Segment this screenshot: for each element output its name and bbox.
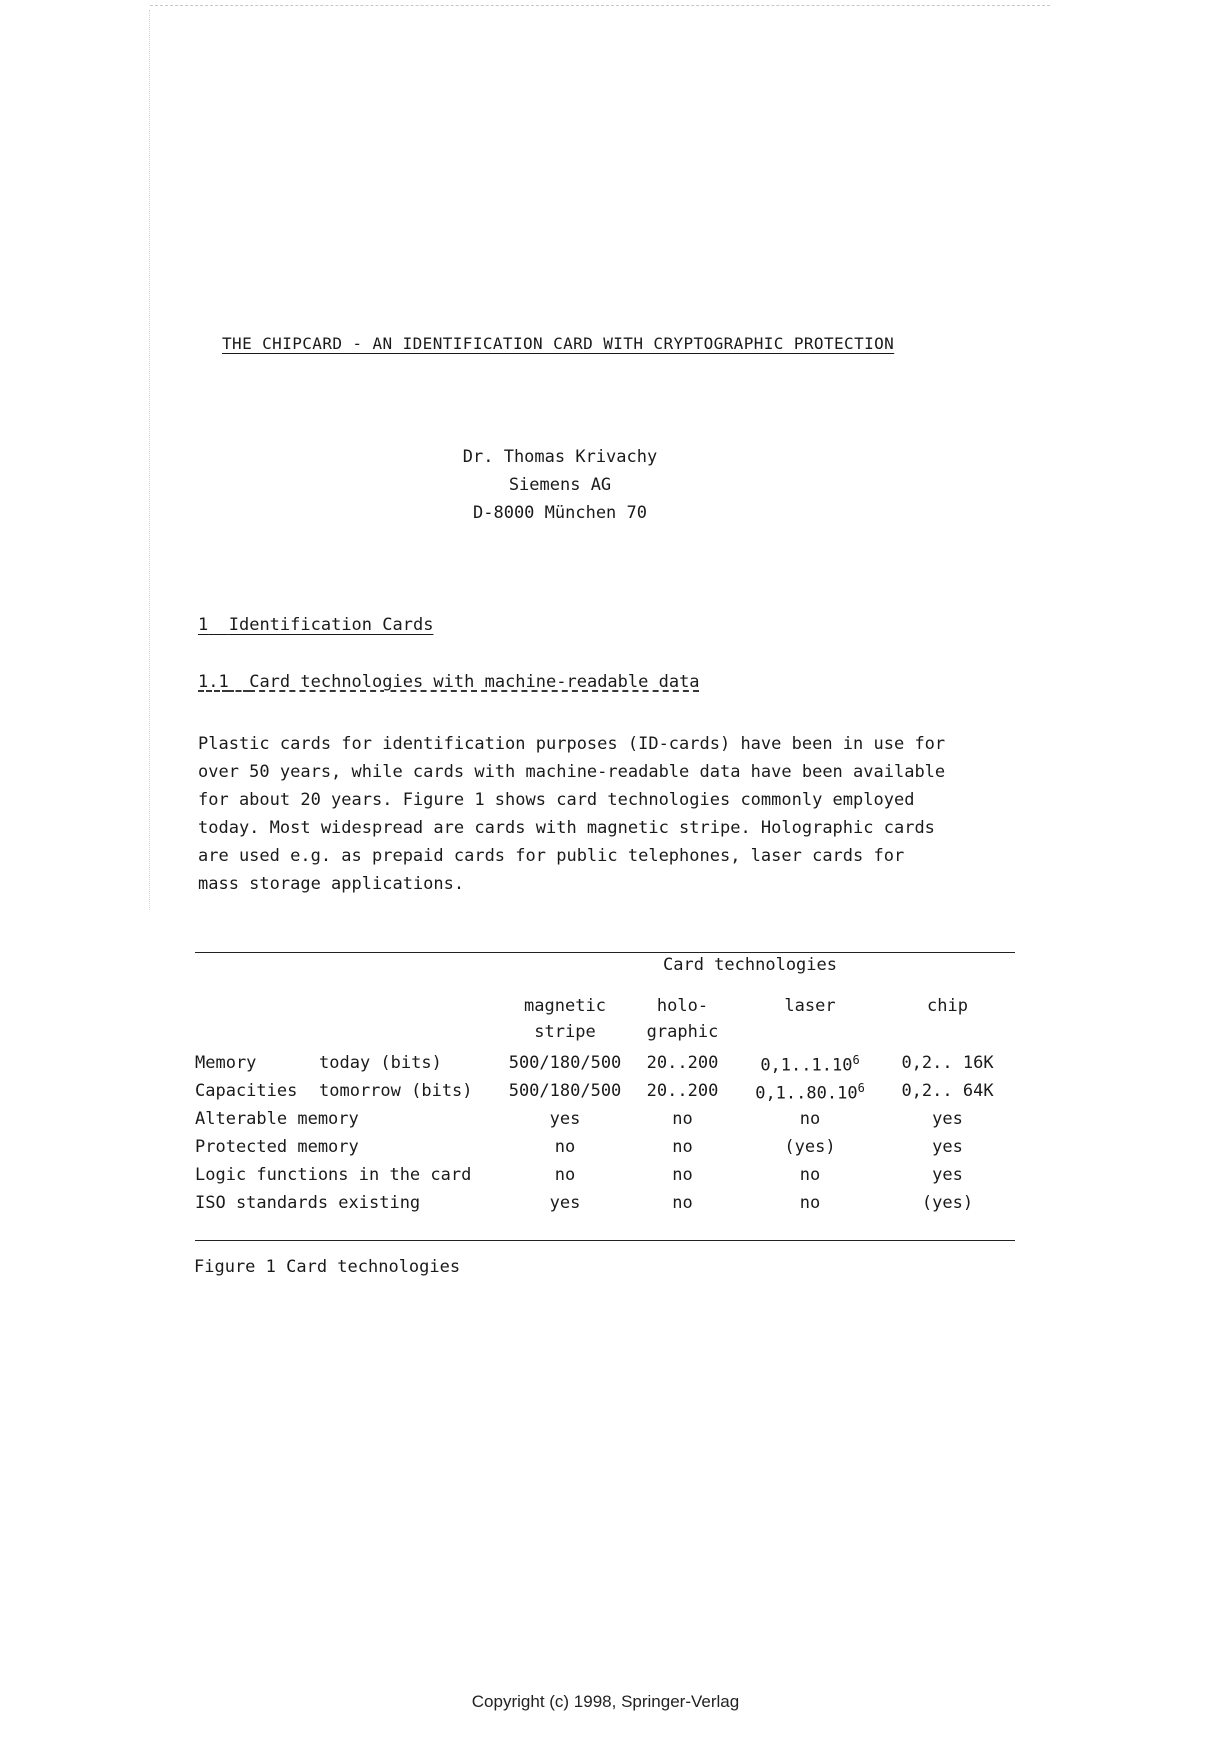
table-row: Logic functions in the card no no no yes (195, 1165, 963, 1185)
table-row: Memory today (bits) 500/180/500 20..200 0,1..1.10$^6$ 0,2.. 16K (195, 1053, 994, 1076)
author-address: D-8000 München 70 (473, 503, 647, 523)
author-name: Dr. Thomas Krivachy (462, 447, 658, 467)
copyright-footer: Copyright (c) 1998, Springer-Verlag (471, 1692, 740, 1711)
table-bottom-rule (195, 1240, 1015, 1241)
table-row: Capacities tomorrow (bits) 500/180/500 20..200 0,1..80.10$^6$ 0,2.. 64K (195, 1081, 994, 1104)
scan-edge-top (150, 5, 1050, 6)
table-group-header: Card technologies (663, 955, 837, 975)
column-header: chip (927, 996, 968, 1016)
table-row: Alterable memory yes no no yes (195, 1109, 963, 1129)
column-header: magnetic stripe (524, 996, 606, 1042)
card-technologies-table (195, 955, 1005, 1221)
body-paragraph: Plastic cards for identification purposes (ID-cards) have been in use for over 50 years, while cards with machine-readable data have been available for about 20 years. Figure 1 shows card technologies commonly employed today. Most widespread are cards with magnetic stripe. Holographic cards are used e.g. as prepaid cards for public telephones, laser cards for mass storage applications. (198, 734, 946, 894)
table-row: ISO standards existing yes no no (yes) (195, 1193, 974, 1213)
column-header: laser (784, 996, 836, 1016)
table-column-headers (195, 993, 1005, 1053)
table-top-rule (195, 952, 1015, 953)
subsection-heading (198, 672, 700, 692)
column-header: holo- graphic (646, 996, 719, 1042)
section-number: 1 (198, 615, 209, 635)
subsection-title: Card technologies with machine-readable data (249, 672, 700, 692)
scan-edge-left (149, 10, 150, 910)
section-title: Identification Cards (228, 615, 434, 635)
section-heading (198, 615, 433, 635)
author-affiliation: Siemens AG (508, 475, 612, 495)
table-row: Protected memory no no (yes) yes (195, 1137, 963, 1157)
subsection-number: 1.1 (198, 672, 229, 692)
paper-title: THE CHIPCARD - AN IDENTIFICATION CARD WITH CRYPTOGRAPHIC PROTECTION (222, 334, 895, 353)
figure-caption: Figure 1 Card technologies (194, 1257, 461, 1277)
